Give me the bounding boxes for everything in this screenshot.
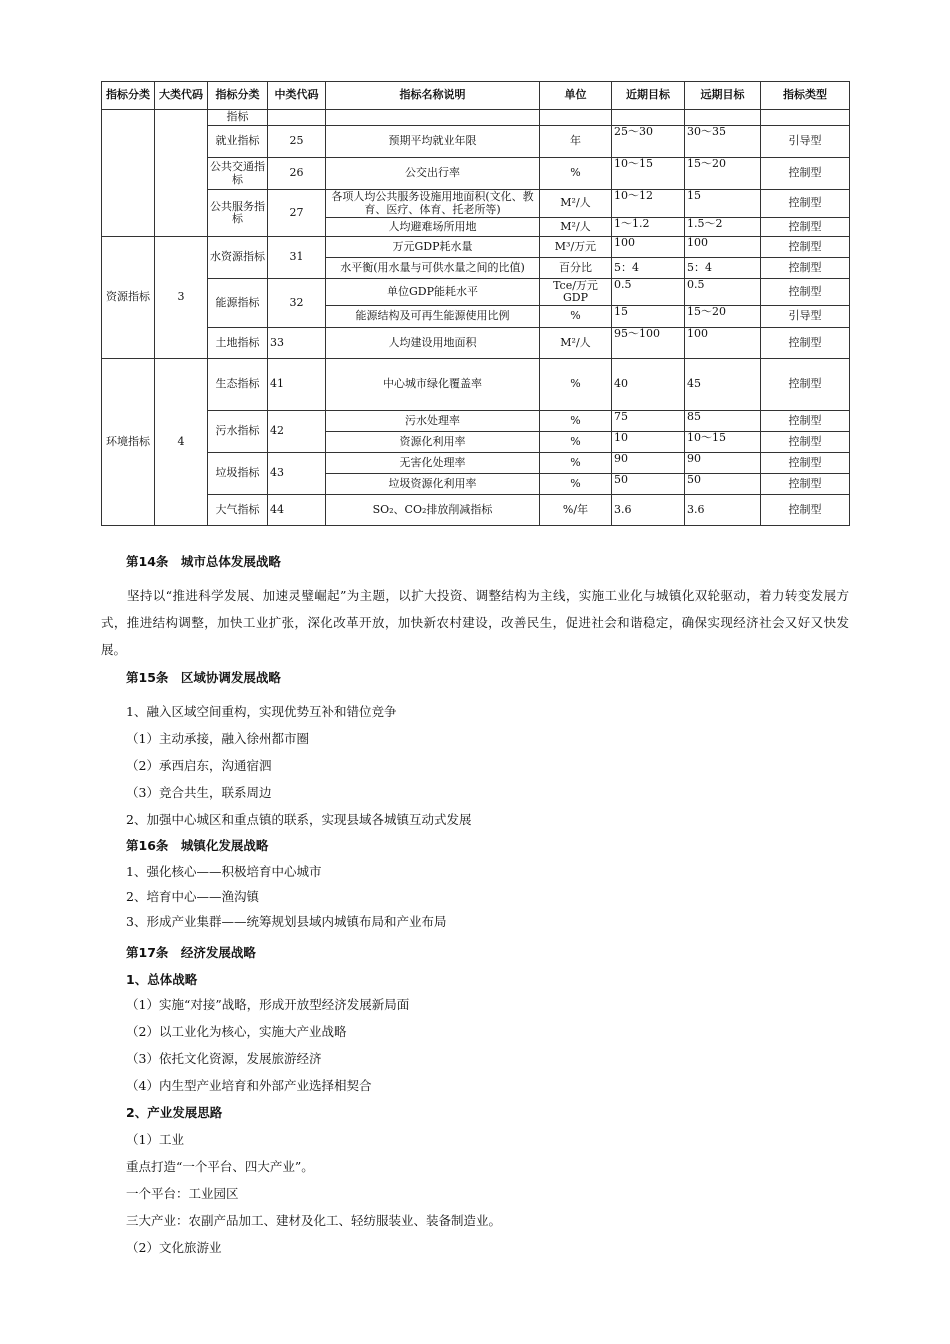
subcategory-cell: 污水指标 [208,411,268,453]
name-cell: 人均建设用地面积 [326,328,540,359]
far-cell: 30～35 [685,126,761,158]
header-cell: 指标分类 [102,82,155,110]
subcode-cell: 44 [268,495,326,526]
subcategory-cell: 水资源指标 [208,237,268,279]
subcode-cell: 33 [268,328,326,359]
unit-cell: 年 [540,126,612,158]
subcode-cell: 41 [268,359,326,411]
category-cell: 环境指标 [102,359,155,526]
list-item: 3、形成产业集群——统筹规划县域内城镇布局和产业布局 [126,914,447,929]
subcategory-cell: 大气指标 [208,495,268,526]
table-row [102,110,850,126]
far-cell: 15～20 [685,306,761,328]
type-cell: 控制型 [761,258,850,279]
far-cell: 85 [685,411,761,432]
unit-cell: % [540,158,612,190]
name-cell: 污水处理率 [326,411,540,432]
header-cell: 指标分类 [208,82,268,110]
near-cell: 10 [612,432,685,453]
type-cell: 控制型 [761,474,850,495]
list-item: （2）承西启东，沟通宿泗 [126,758,272,773]
near-cell: 3.6 [612,495,685,526]
table-row [102,237,850,258]
table-row [102,190,850,218]
category-cell [102,110,155,237]
far-cell: 0.5 [685,279,761,306]
name-cell: 水平衡(用水量与可供水量之间的比值) [326,258,540,279]
type-cell: 控制型 [761,158,850,190]
near-cell: 90 [612,453,685,474]
table-row [102,126,850,158]
subcode-cell: 27 [268,190,326,237]
list-item: 1、融入区域空间重构，实现优势互补和错位竞争 [126,704,397,719]
near-cell: 5：4 [612,258,685,279]
section-heading-17: 第17条 经济发展战略 [126,945,256,960]
far-cell: 45 [685,359,761,411]
subheading: 1、总体战略 [126,972,198,987]
unit-cell [540,110,612,126]
unit-cell: M²/人 [540,218,612,237]
list-item: （2）文化旅游业 [126,1240,222,1255]
near-cell: 75 [612,411,685,432]
header-cell: 单位 [540,82,612,110]
header-cell: 近期目标 [612,82,685,110]
list-item: （1）实施“对接”战略，形成开放型经济发展新局面 [126,997,410,1012]
list-item: 一个平台：工业园区 [126,1186,239,1201]
subcode-cell: 42 [268,411,326,453]
near-cell: 50 [612,474,685,495]
subcategory-cell: 土地指标 [208,328,268,359]
type-cell [761,110,850,126]
type-cell: 控制型 [761,190,850,218]
table-row [102,495,850,526]
list-item: 三大产业：农副产品加工、建材及化工、轻纺服装业、装备制造业。 [126,1213,502,1228]
far-cell: 3.6 [685,495,761,526]
far-cell: 100 [685,237,761,258]
far-cell: 15～20 [685,158,761,190]
near-cell: 10～15 [612,158,685,190]
subcategory-cell: 指标 [208,110,268,126]
section-heading-15: 第15条 区域协调发展战略 [126,670,281,685]
near-cell: 0.5 [612,279,685,306]
category-code-cell [155,110,208,237]
list-item: 2、培育中心——渔沟镇 [126,889,259,904]
name-cell: 能源结构及可再生能源使用比例 [326,306,540,328]
subcode-cell: 32 [268,279,326,328]
section-heading-16: 第16条 城镇化发展战略 [126,838,269,853]
list-item: （3）依托文化资源，发展旅游经济 [126,1051,322,1066]
subcode-cell: 26 [268,158,326,190]
list-item: 1、强化核心——积极培育中心城市 [126,864,322,879]
list-item: （1）工业 [126,1132,184,1147]
far-cell: 10～15 [685,432,761,453]
near-cell: 1～1.2 [612,218,685,237]
type-cell: 引导型 [761,126,850,158]
name-cell: SO₂、CO₂排放削减指标 [326,495,540,526]
near-cell [612,110,685,126]
table-header-row [102,82,850,110]
name-cell: 单位GDP能耗水平 [326,279,540,306]
type-cell: 控制型 [761,359,850,411]
header-cell: 指标名称说明 [326,82,540,110]
list-item: （4）内生型产业培育和外部产业选择相契合 [126,1078,372,1093]
header-cell: 大类代码 [155,82,208,110]
unit-cell: % [540,453,612,474]
far-cell [685,110,761,126]
far-cell: 90 [685,453,761,474]
type-cell: 控制型 [761,453,850,474]
type-cell: 控制型 [761,328,850,359]
subcategory-cell: 垃圾指标 [208,453,268,495]
section-paragraph-14: 坚持以“推进科学发展、加速灵璧崛起”为主题，以扩大投资、调整结构为主线，实施工业化与城镇化双轮驱动，着力转变发展方式，推进结构调整，加快工业扩张，深化改革开放，加快新农村建设，改善民生，促进社会和谐稳定，确保实现经济社会又好又快发展。 [101,588,849,657]
name-cell: 中心城市绿化覆盖率 [326,359,540,411]
near-cell: 40 [612,359,685,411]
subcode-cell: 31 [268,237,326,279]
unit-cell: M²/人 [540,190,612,218]
unit-cell: % [540,474,612,495]
unit-cell: %/年 [540,495,612,526]
header-cell: 远期目标 [685,82,761,110]
near-cell: 95～100 [612,328,685,359]
far-cell: 100 [685,328,761,359]
name-cell: 人均避难场所用地 [326,218,540,237]
indicator-table [101,81,850,526]
far-cell: 15 [685,190,761,218]
section-heading-14: 第14条 城市总体发展战略 [126,554,281,569]
name-cell: 万元GDP耗水量 [326,237,540,258]
subcode-cell [268,110,326,126]
subcategory-cell: 能源指标 [208,279,268,328]
near-cell: 25～30 [612,126,685,158]
name-cell: 各项人均公共服务设施用地面积(文化、教育、医疗、体育、托老所等) [326,190,540,218]
name-cell: 无害化处理率 [326,453,540,474]
name-cell: 预期平均就业年限 [326,126,540,158]
table-row [102,411,850,432]
far-cell: 50 [685,474,761,495]
near-cell: 100 [612,237,685,258]
near-cell: 10～12 [612,190,685,218]
list-item: 重点打造“一个平台、四大产业”。 [126,1159,314,1174]
category-cell: 资源指标 [102,237,155,359]
type-cell: 控制型 [761,432,850,453]
name-cell [326,110,540,126]
unit-cell: % [540,411,612,432]
unit-cell: Tce/万元GDP [540,279,612,306]
unit-cell: 百分比 [540,258,612,279]
unit-cell: % [540,432,612,453]
header-cell: 中类代码 [268,82,326,110]
subcode-cell: 25 [268,126,326,158]
type-cell: 控制型 [761,237,850,258]
list-item: （2）以工业化为核心，实施大产业战略 [126,1024,347,1039]
far-cell: 5：4 [685,258,761,279]
table-row [102,158,850,190]
table-row [102,359,850,411]
name-cell: 垃圾资源化利用率 [326,474,540,495]
header-cell: 指标类型 [761,82,850,110]
near-cell: 15 [612,306,685,328]
type-cell: 控制型 [761,218,850,237]
name-cell: 资源化利用率 [326,432,540,453]
subcode-cell: 43 [268,453,326,495]
subcategory-cell: 公共服务指标 [208,190,268,237]
unit-cell: % [540,359,612,411]
subcategory-cell: 生态指标 [208,359,268,411]
far-cell: 1.5～2 [685,218,761,237]
table-row [102,279,850,306]
list-item: （3）竞合共生，联系周边 [126,785,272,800]
subcategory-cell: 就业指标 [208,126,268,158]
category-code-cell: 4 [155,359,208,526]
subheading: 2、产业发展思路 [126,1105,223,1120]
unit-cell: M³/万元 [540,237,612,258]
type-cell: 引导型 [761,306,850,328]
subcategory-cell: 公共交通指标 [208,158,268,190]
type-cell: 控制型 [761,411,850,432]
table-row [102,328,850,359]
unit-cell: % [540,306,612,328]
list-item: 2、加强中心城区和重点镇的联系，实现县域各城镇互动式发展 [126,812,472,827]
category-code-cell: 3 [155,237,208,359]
list-item: （1）主动承接，融入徐州都市圈 [126,731,309,746]
unit-cell: M²/人 [540,328,612,359]
name-cell: 公交出行率 [326,158,540,190]
type-cell: 控制型 [761,495,850,526]
type-cell: 控制型 [761,279,850,306]
table-row [102,453,850,474]
